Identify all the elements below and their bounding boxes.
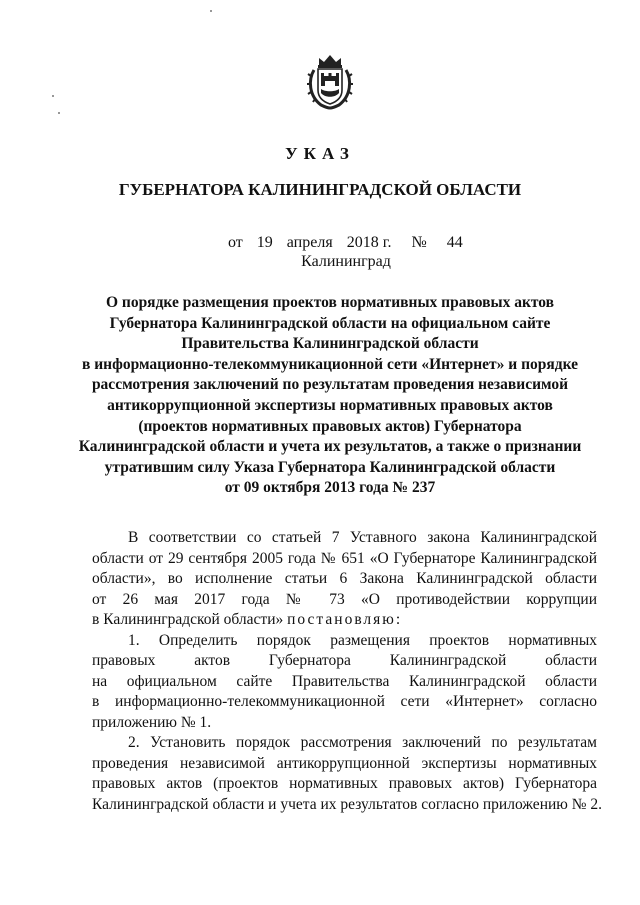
item-1-line: 1. Определить порядок размещения проектов нормативных <box>128 631 597 649</box>
heading-line: (проектов нормативных правовых актов) Губернатора <box>138 417 522 435</box>
heading-line: антикоррупционной экспертизы нормативных правовых актов <box>107 396 553 414</box>
item-2-line: 2. Установить порядок рассмотрения заключений по результатам <box>128 734 597 751</box>
preamble-line: области от 29 сентября 2005 года № 651 «О Губернаторе Калининградской <box>92 549 597 567</box>
item-1-paragraph <box>92 631 597 734</box>
item-1-line: приложению № 1. <box>92 713 212 731</box>
heading-line: утратившим силу Указа Губернатора Калининградской области <box>104 458 556 476</box>
decree-number: 44 <box>446 234 463 251</box>
preamble-last-line <box>92 610 597 631</box>
scan-speck <box>210 10 212 12</box>
item-1-line: в информационно-телекоммуникационной сети «Интернет» согласно <box>92 693 597 710</box>
heading-line: в информационно-телекоммуникационной сети «Интернет» и порядке <box>81 355 579 373</box>
heading-line: Калининградской области и учета их результатов, а также о признании <box>78 438 582 456</box>
heading-line: от 09 октября 2013 года № 237 <box>224 479 436 497</box>
preamble-line: в Калининградской области» <box>92 611 284 628</box>
item-1-line: на официальном сайте Правительства Калининградской области <box>92 672 597 690</box>
heading-line: Правительства Калининградской области <box>181 335 479 353</box>
number-sign: № <box>411 234 427 251</box>
date-month: апреля <box>286 234 333 251</box>
scan-speck <box>58 112 60 114</box>
preamble-line: от 26 мая 2017 года № 73 «О противодействии коррупции <box>92 590 597 608</box>
heading-line: Губернатора Калининградской области на официальном сайте <box>109 314 551 332</box>
item-1-line: правовых актов Губернатора Калининградской области <box>92 652 597 669</box>
heading-line: О порядке размещения проектов нормативных правовых актов <box>105 294 555 311</box>
city-name: Калининград <box>301 253 391 270</box>
date-prefix: от <box>228 234 243 251</box>
decree-word: постановляю: <box>287 611 403 628</box>
item-2-paragraph <box>92 733 603 815</box>
preamble-line: области», во исполнение статьи 6 Закона Калининградской области <box>92 570 597 587</box>
scan-speck <box>52 95 54 97</box>
decree-body <box>92 528 603 815</box>
date-year: 2018 г. <box>346 234 392 251</box>
preamble-line: В соответствии со статьей 7 Уставного закона Калининградской <box>128 529 597 546</box>
decree-date-line <box>228 234 463 252</box>
document-subtitle: ГУБЕРНАТОРА КАЛИНИНГРАДСКОЙ ОБЛАСТИ <box>118 180 522 199</box>
decree-heading <box>60 293 600 499</box>
heading-line: рассмотрения заключений по результатам проведения независимой <box>91 376 569 394</box>
date-day: 19 <box>256 234 273 251</box>
item-2-line: Калининградской области и учета их результатов согласно приложению № 2. <box>92 795 603 813</box>
item-2-line: правовых актов (проектов нормативных правовых актов) Губернатора <box>92 775 597 792</box>
preamble-paragraph <box>92 528 597 631</box>
coat-of-arms-icon <box>305 52 355 110</box>
item-2-line: проведения независимой антикоррупционной экспертизы нормативных <box>92 754 597 772</box>
document-title: УКАЗ <box>285 144 355 163</box>
